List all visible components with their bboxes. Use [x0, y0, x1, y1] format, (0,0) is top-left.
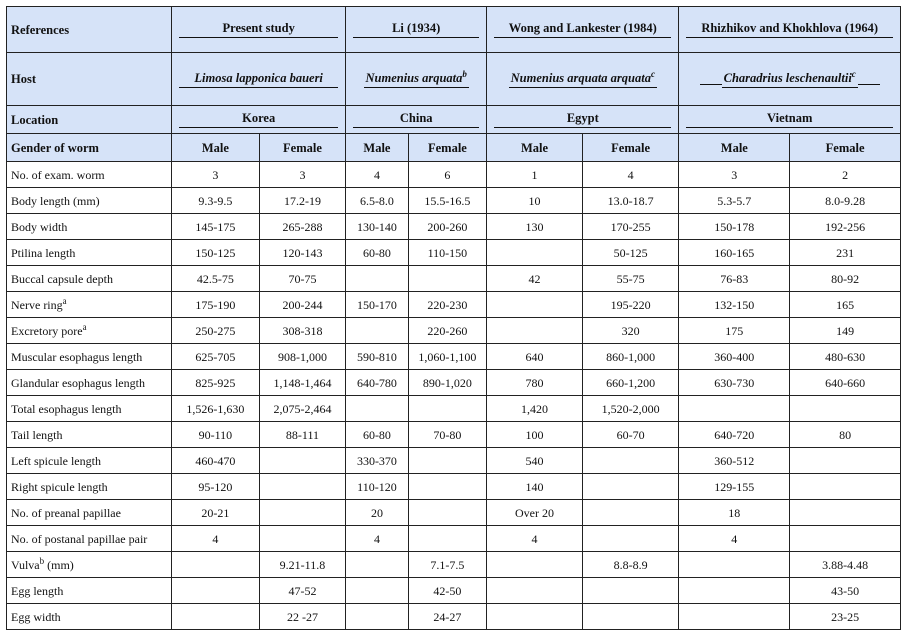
table-cell: 110-150 [408, 240, 487, 266]
table-row [7, 448, 901, 474]
table-cell [172, 578, 260, 604]
table-row [7, 344, 901, 370]
table-cell [487, 604, 583, 630]
table-cell [408, 448, 487, 474]
table-cell: 320 [582, 318, 679, 344]
table-cell: 18 [679, 500, 790, 526]
table-cell: 42.5-75 [172, 266, 260, 292]
table-cell: 265-288 [259, 214, 346, 240]
study-ref-present: Present study [172, 7, 346, 53]
table-cell: 480-630 [790, 344, 901, 370]
study-ref-li: Li (1934) [346, 7, 487, 53]
host-wong: Numenius arquata arquata$^c$ [487, 53, 679, 106]
references-label: References [7, 7, 172, 53]
table-row [7, 526, 901, 552]
row-label: Vulva$^b$ (mm) [7, 552, 172, 578]
table-cell: 200-244 [259, 292, 346, 318]
gender-female: Female [259, 134, 346, 162]
table-cell: 640-660 [790, 370, 901, 396]
table-cell: 4 [487, 526, 583, 552]
table-cell: 165 [790, 292, 901, 318]
table-row [7, 474, 901, 500]
table-cell: 660-1,200 [582, 370, 679, 396]
table-cell: 120-143 [259, 240, 346, 266]
table-cell: 130-140 [346, 214, 408, 240]
table-cell: 4 [679, 526, 790, 552]
table-cell [582, 604, 679, 630]
table-cell [259, 448, 346, 474]
table-cell: 10 [487, 188, 583, 214]
table-cell: 60-80 [346, 422, 408, 448]
table-cell: 175 [679, 318, 790, 344]
table-cell: 170-255 [582, 214, 679, 240]
table-cell [346, 396, 408, 422]
table-cell: 590-810 [346, 344, 408, 370]
table-cell [487, 578, 583, 604]
table-cell [790, 474, 901, 500]
table-cell: 88-111 [259, 422, 346, 448]
table-cell: 149 [790, 318, 901, 344]
table-cell [582, 526, 679, 552]
gender-male: Male [346, 134, 408, 162]
table-cell [259, 500, 346, 526]
location-wong: Egypt [487, 106, 679, 134]
table-cell: 908-1,000 [259, 344, 346, 370]
table-cell: 1,520-2,000 [582, 396, 679, 422]
row-label: No. of postanal papillae pair [7, 526, 172, 552]
table-cell: 8.8-8.9 [582, 552, 679, 578]
table-cell: 1,526-1,630 [172, 396, 260, 422]
table-cell: 4 [582, 162, 679, 188]
table-row [7, 370, 901, 396]
location-row [7, 106, 901, 134]
table-row [7, 214, 901, 240]
table-cell: 50-125 [582, 240, 679, 266]
table-cell [346, 318, 408, 344]
row-label: Glandular esophagus length [7, 370, 172, 396]
table-cell: 13.0-18.7 [582, 188, 679, 214]
location-rhizhikov: Vietnam [679, 106, 901, 134]
host-row [7, 53, 901, 106]
table-cell: 460-470 [172, 448, 260, 474]
table-cell: 55-75 [582, 266, 679, 292]
table-cell: 9.3-9.5 [172, 188, 260, 214]
table-cell: 5.3-5.7 [679, 188, 790, 214]
table-row [7, 604, 901, 630]
gender-male: Male [487, 134, 583, 162]
table-cell: 130 [487, 214, 583, 240]
table-cell: 145-175 [172, 214, 260, 240]
table-row [7, 162, 901, 188]
table-cell [259, 526, 346, 552]
table-cell [679, 578, 790, 604]
table-cell [679, 604, 790, 630]
table-cell: 70-75 [259, 266, 346, 292]
table-cell: 6 [408, 162, 487, 188]
table-cell: 2 [790, 162, 901, 188]
table-cell: 360-400 [679, 344, 790, 370]
table-row [7, 240, 901, 266]
row-label: Nerve ring$^a$ [7, 292, 172, 318]
table-cell: 250-275 [172, 318, 260, 344]
location-present: Korea [172, 106, 346, 134]
table-cell: 129-155 [679, 474, 790, 500]
table-cell: 3 [259, 162, 346, 188]
gender-row [7, 134, 901, 162]
table-cell: 1,420 [487, 396, 583, 422]
row-label: No. of preanal papillae [7, 500, 172, 526]
table-cell: Over 20 [487, 500, 583, 526]
study-ref-wong: Wong and Lankester (1984) [487, 7, 679, 53]
table-cell [172, 552, 260, 578]
table-cell: 22 -27 [259, 604, 346, 630]
table-cell [487, 240, 583, 266]
table-cell: 140 [487, 474, 583, 500]
host-present: Limosa lapponica baueri [172, 53, 346, 106]
references-row [7, 7, 901, 53]
table-cell: 192-256 [790, 214, 901, 240]
table-cell: 160-165 [679, 240, 790, 266]
table-cell [346, 578, 408, 604]
table-cell: 231 [790, 240, 901, 266]
table-cell: 220-260 [408, 318, 487, 344]
table-cell: 132-150 [679, 292, 790, 318]
table-row [7, 292, 901, 318]
table-cell [408, 396, 487, 422]
table-cell: 42-50 [408, 578, 487, 604]
table-cell: 20-21 [172, 500, 260, 526]
row-label: Left spicule length [7, 448, 172, 474]
table-cell: 175-190 [172, 292, 260, 318]
table-cell: 360-512 [679, 448, 790, 474]
table-cell [408, 266, 487, 292]
table-cell [790, 448, 901, 474]
table-cell: 860-1,000 [582, 344, 679, 370]
table-cell: 47-52 [259, 578, 346, 604]
gender-male: Male [679, 134, 790, 162]
row-label: Egg length [7, 578, 172, 604]
table-cell: 220-230 [408, 292, 487, 318]
table-cell: 17.2-19 [259, 188, 346, 214]
row-label: Buccal capsule depth [7, 266, 172, 292]
study-ref-rhizhikov: Rhizhikov and Khokhlova (1964) [679, 7, 901, 53]
gender-label: Gender of worm [7, 134, 172, 162]
table-cell: 7.1-7.5 [408, 552, 487, 578]
table-cell [790, 500, 901, 526]
table-cell [679, 552, 790, 578]
table-cell: 625-705 [172, 344, 260, 370]
table-cell: 3 [679, 162, 790, 188]
table-cell [346, 266, 408, 292]
table-cell: 4 [346, 162, 408, 188]
table-cell: 540 [487, 448, 583, 474]
table-cell [346, 604, 408, 630]
table-cell: 825-925 [172, 370, 260, 396]
gender-female: Female [582, 134, 679, 162]
table-cell: 23-25 [790, 604, 901, 630]
table-row [7, 578, 901, 604]
table-cell: 2,075-2,464 [259, 396, 346, 422]
table-cell: 70-80 [408, 422, 487, 448]
table-cell: 150-170 [346, 292, 408, 318]
table-cell: 95-120 [172, 474, 260, 500]
row-label: Right spicule length [7, 474, 172, 500]
gender-female: Female [790, 134, 901, 162]
table-cell: 110-120 [346, 474, 408, 500]
location-li: China [346, 106, 487, 134]
table-cell [790, 526, 901, 552]
table-cell: 80-92 [790, 266, 901, 292]
table-cell [679, 396, 790, 422]
table-cell [259, 474, 346, 500]
table-cell: 200-260 [408, 214, 487, 240]
row-label: Body width [7, 214, 172, 240]
table-cell: 20 [346, 500, 408, 526]
table-cell: 3.88-4.48 [790, 552, 901, 578]
table-cell: 8.0-9.28 [790, 188, 901, 214]
row-label: Muscular esophagus length [7, 344, 172, 370]
table-cell: 90-110 [172, 422, 260, 448]
table-cell: 43-50 [790, 578, 901, 604]
table-row [7, 318, 901, 344]
table-cell: 1,060-1,100 [408, 344, 487, 370]
table-row [7, 396, 901, 422]
table-cell [582, 474, 679, 500]
row-label: Ptilina length [7, 240, 172, 266]
table-cell [582, 578, 679, 604]
table-cell: 630-730 [679, 370, 790, 396]
table-cell [582, 500, 679, 526]
table-cell: 780 [487, 370, 583, 396]
table-row [7, 188, 901, 214]
location-label: Location [7, 106, 172, 134]
table-cell [582, 448, 679, 474]
row-label: Total esophagus length [7, 396, 172, 422]
comparison-table [6, 6, 901, 630]
table-cell: 150-178 [679, 214, 790, 240]
table-cell: 640-780 [346, 370, 408, 396]
table-cell: 1 [487, 162, 583, 188]
table-cell: 3 [172, 162, 260, 188]
table-row [7, 500, 901, 526]
row-label: Body length (mm) [7, 188, 172, 214]
host-li: Numenius arquata$^b$ [346, 53, 487, 106]
table-cell: 100 [487, 422, 583, 448]
table-cell: 24-27 [408, 604, 487, 630]
table-cell: 890-1,020 [408, 370, 487, 396]
host-label: Host [7, 53, 172, 106]
table-cell: 640 [487, 344, 583, 370]
table-cell: 4 [172, 526, 260, 552]
table-cell: 330-370 [346, 448, 408, 474]
gender-female: Female [408, 134, 487, 162]
table-cell: 308-318 [259, 318, 346, 344]
table-cell: 76-83 [679, 266, 790, 292]
table-cell [790, 396, 901, 422]
row-label: No. of exam. worm [7, 162, 172, 188]
table-cell: 9.21-11.8 [259, 552, 346, 578]
table-cell [487, 552, 583, 578]
row-label: Tail length [7, 422, 172, 448]
table-row [7, 422, 901, 448]
table-cell [172, 604, 260, 630]
table-cell: 6.5-8.0 [346, 188, 408, 214]
table-cell [487, 292, 583, 318]
table-row [7, 266, 901, 292]
table-cell [346, 552, 408, 578]
host-rhizhikov: Charadrius leschenaultii$^c$ [679, 53, 901, 106]
table-cell: 42 [487, 266, 583, 292]
table-cell: 1,148-1,464 [259, 370, 346, 396]
table-cell: 195-220 [582, 292, 679, 318]
table-cell [408, 474, 487, 500]
table-cell: 150-125 [172, 240, 260, 266]
table-row [7, 552, 901, 578]
gender-male: Male [172, 134, 260, 162]
table-cell [487, 318, 583, 344]
table-cell: 80 [790, 422, 901, 448]
row-label: Excretory pore$^a$ [7, 318, 172, 344]
table-cell: 640-720 [679, 422, 790, 448]
table-cell: 4 [346, 526, 408, 552]
table-cell [408, 526, 487, 552]
table-cell: 60-70 [582, 422, 679, 448]
table-cell: 60-80 [346, 240, 408, 266]
table-cell [408, 500, 487, 526]
table-cell: 15.5-16.5 [408, 188, 487, 214]
row-label: Egg width [7, 604, 172, 630]
